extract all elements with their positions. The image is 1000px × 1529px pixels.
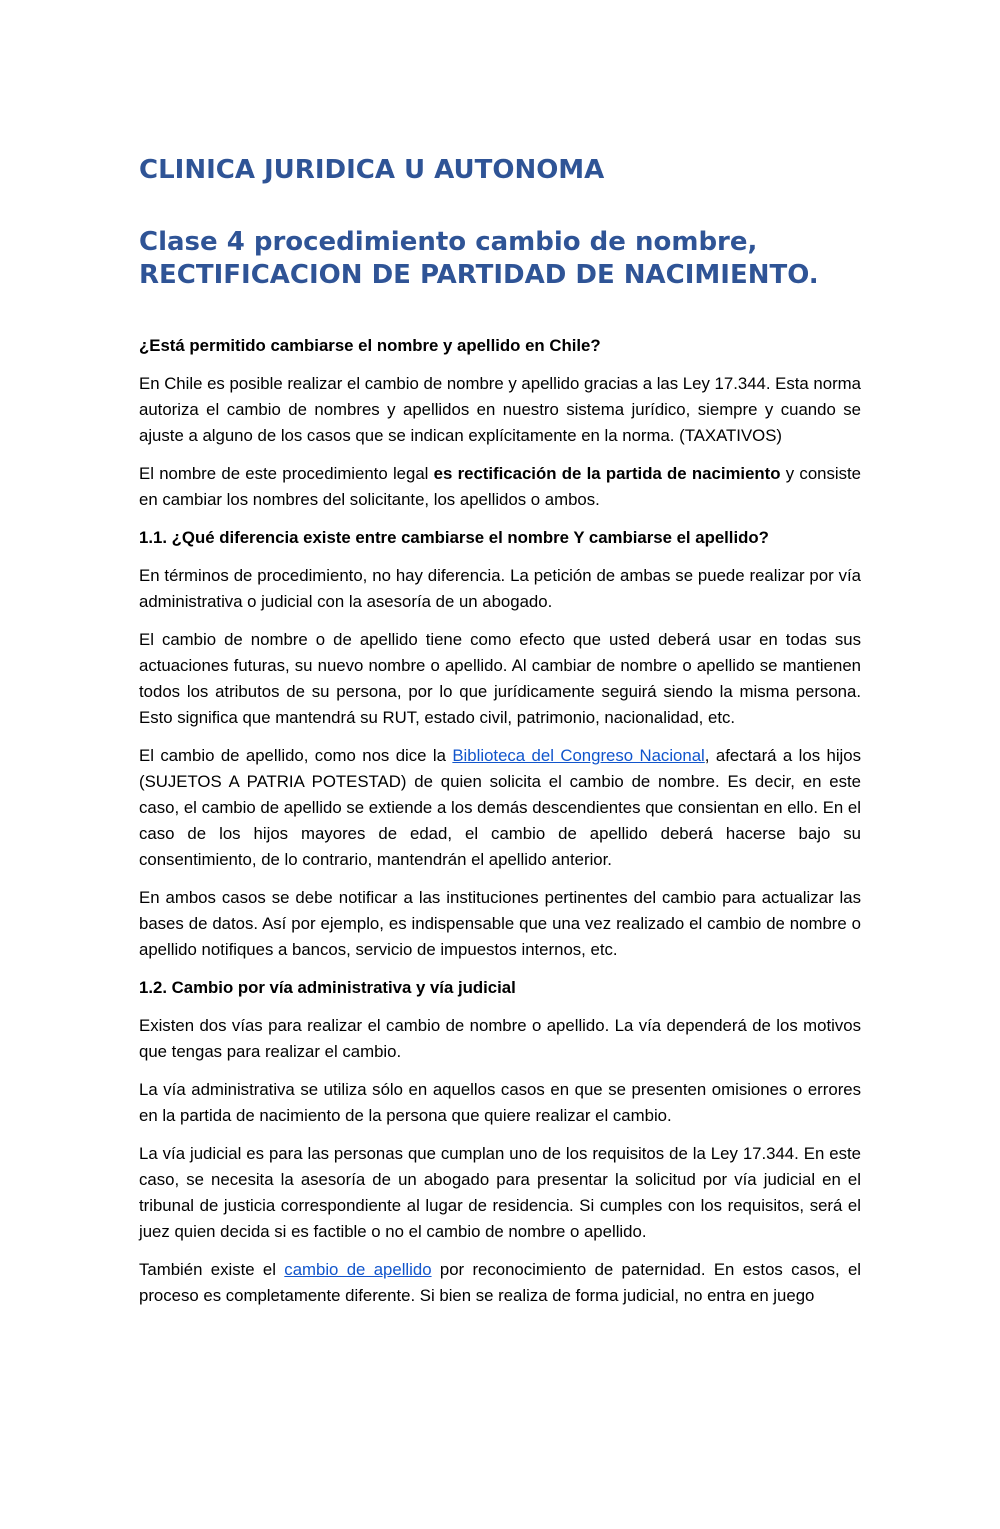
- text-run: , afectará a los hijos (SUJETOS A PATRIA POTESTAD) de quien solicita el cambio de nombre. Es decir, en este caso, el cambio de apellido se extiende a los demás descendientes que consientan en ello. En el caso de los hijos mayores de edad, el cambio de apellido deberá hacerse bajo su consentimiento, de lo contrario, mantendrán el apellido anterior.: [139, 746, 862, 869]
- text-run: y consiste en cambiar los nombres del solicitante, los apellidos o ambos.: [139, 464, 861, 509]
- paragraph-procedure-name: [139, 461, 861, 513]
- paragraph-no-difference: En términos de procedimiento, no hay diferencia. La petición de ambas se puede realizar por vía administrativa o judicial con la asesoría de un abogado.: [139, 566, 861, 611]
- text-run: El cambio de apellido, como nos dice la: [139, 746, 453, 765]
- paragraph-judicial: La vía judicial es para las personas que cumplan uno de los requisitos de la Ley 17.344. En este caso, se necesita la asesoría de un abogado para presentar la solicitud por vía judicial en el tribunal de justicia correspondiente al lugar de residencia. Si cumples con los requisitos, será el juez quien decida si es factible o no el cambio de nombre o apellido.: [139, 1144, 861, 1241]
- document-title: CLINICA JURIDICA U AUTONOMA: [139, 155, 605, 185]
- document-subtitle: Clase 4 procedimiento cambio de nombre, RECTIFICACION DE PARTIDAD DE NACIMIENTO.: [139, 227, 819, 290]
- question-heading: ¿Está permitido cambiarse el nombre y apellido en Chile?: [139, 336, 601, 355]
- text-run: El nombre de este procedimiento legal: [139, 464, 434, 483]
- paragraph-ley-17344: En Chile es posible realizar el cambio de nombre y apellido gracias a las Ley 17.344. Esta norma autoriza el cambio de nombres y apellidos en nuestro sistema jurídico, siempre y cuando se ajuste a alguno de los casos que se indican explícitamente en la norma. (TAXATIVOS): [139, 374, 861, 445]
- paragraph-children: [139, 743, 861, 873]
- text-run: por reconocimiento de paternidad. En estos casos, el proceso es completamente diferente. Si bien se realiza de forma judicial, no entra en juego: [139, 1260, 862, 1305]
- paragraph-paternity: [139, 1257, 861, 1309]
- section-heading-1-2: 1.2. Cambio por vía administrativa y vía judicial: [139, 978, 516, 997]
- paragraph-notify: En ambos casos se debe notificar a las instituciones pertinentes del cambio para actualizar las bases de datos. Así por ejemplo, es indispensable que una vez realizado el cambio de nombre o apellido notifiques a bancos, servicio de impuestos internos, etc.: [139, 888, 861, 959]
- paragraph-two-ways: Existen dos vías para realizar el cambio de nombre o apellido. La vía dependerá de los motivos que tengas para realizar el cambio.: [139, 1016, 861, 1061]
- bold-text-run: es rectificación de la partida de nacimiento: [433, 464, 781, 483]
- document-page: [139, 150, 861, 1309]
- cambio-de-apellido-link[interactable]: cambio de apellido: [284, 1260, 432, 1279]
- paragraph-effects: El cambio de nombre o de apellido tiene como efecto que usted deberá usar en todas sus actuaciones futuras, su nuevo nombre o apellido. Al cambiar de nombre o apellido se mantienen todos los atributos de su persona, por lo que jurídicamente seguirá siendo la misma persona. Esto significa que mantendrá su RUT, estado civil, patrimonio, nacionalidad, etc.: [139, 630, 861, 727]
- section-heading-1-1: 1.1. ¿Qué diferencia existe entre cambiarse el nombre Y cambiarse el apellido?: [139, 528, 769, 547]
- text-run: También existe el: [139, 1260, 285, 1279]
- biblioteca-congreso-link[interactable]: Biblioteca del Congreso Nacional: [452, 746, 705, 765]
- paragraph-administrative: La vía administrativa se utiliza sólo en aquellos casos en que se presenten omisiones o errores en la partida de nacimiento de la persona que quiere realizar el cambio.: [139, 1080, 861, 1125]
